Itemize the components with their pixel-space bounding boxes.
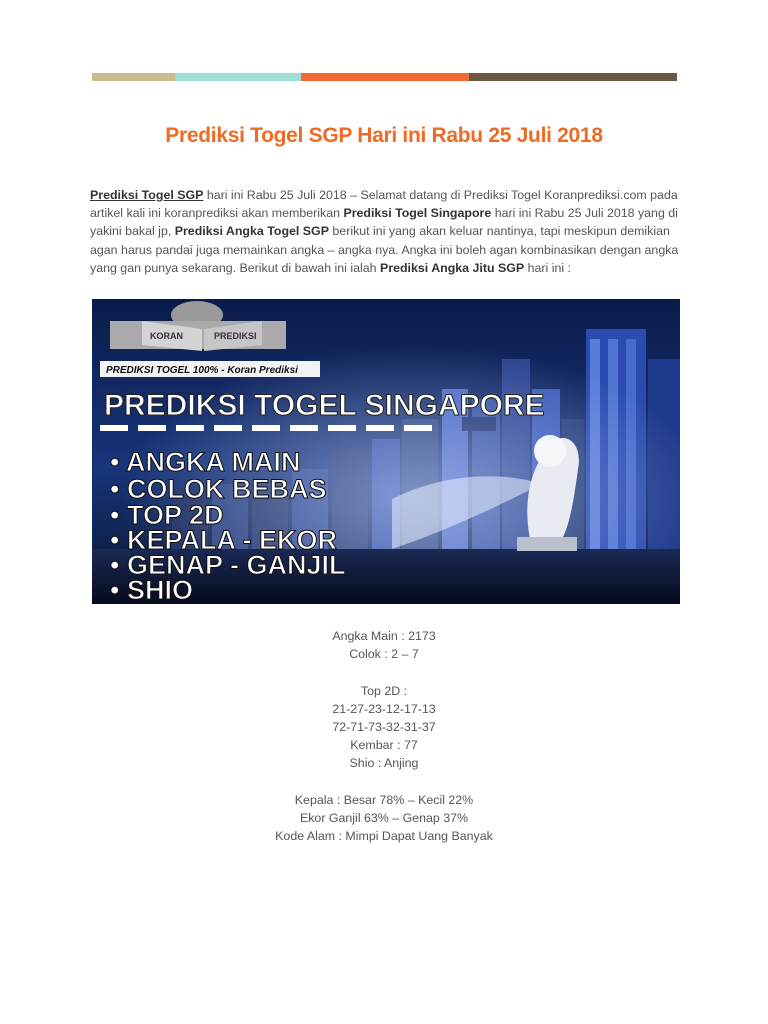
banner-item-4: • KEPALA - EKOR — [110, 525, 337, 555]
intro-paragraph — [90, 186, 680, 277]
kepala: Kepala : Besar 78% – Kecil 22% — [294, 792, 474, 807]
colok: Colok : 2 – 7 — [349, 647, 419, 662]
color-segment-3 — [301, 73, 469, 81]
banner-item-2: • COLOK BEBAS — [110, 474, 327, 504]
banner-item-5: • GENAP - GANJIL — [110, 550, 346, 580]
intro-link[interactable]: Prediksi Togel SGP — [90, 188, 204, 202]
decorative-color-bar — [92, 73, 677, 81]
banner-item-6: • SHIO — [110, 575, 193, 604]
intro-bold-1: Prediksi Togel Singapore — [343, 206, 492, 221]
intro-bold-3: Prediksi Angka Jitu SGP — [380, 260, 525, 275]
logo-right-text: PREDIKSI — [214, 331, 257, 341]
banner-tagline: PREDIKSI TOGEL 100% - Koran Prediksi — [106, 365, 298, 376]
top2d-line-2: 72-71-73-32-31-37 — [332, 720, 436, 734]
top2d-line-1: 21-27-23-12-17-13 — [332, 701, 436, 716]
kode-alam: Kode Alam : Mimpi Dapat Uang Banyak — [275, 829, 493, 844]
angka-main: Angka Main : 2173 — [332, 629, 436, 643]
banner-heading: PREDIKSI TOGEL SINGAPORE — [104, 389, 545, 422]
intro-text-1: hari ini Rabu 25 Juli 2018 – Selamat datang di Prediksi Togel Koranprediksi.com pada artikel kali ini koranprediksi akan memberikan — [90, 188, 678, 221]
intro-text-4: hari ini : — [524, 260, 571, 275]
ekor: Ekor Ganjil 63% – Genap 37% — [299, 811, 469, 825]
banner-image — [92, 299, 680, 604]
color-segment-2 — [175, 73, 301, 81]
prediction-results — [0, 627, 768, 845]
top2d-label: Top 2D : — [360, 683, 408, 698]
color-segment-1 — [92, 73, 175, 81]
logo-left-text: KORAN — [150, 331, 183, 341]
banner-item-3: • TOP 2D — [110, 500, 224, 530]
shio: Shio : Anjing — [349, 756, 419, 771]
intro-text-2: hari ini Rabu 25 Juli 2018 yang di yakini bakal jp, — [90, 206, 678, 239]
page-title: Prediksi Togel SGP Hari ini Rabu 25 Juli 2018 — [165, 124, 603, 147]
intro-text-3: berikut ini yang akan keluar nantinya, tapi meskipun demikian agan harus pandai juga memainkan angka – angka nya. Angka ini boleh agan kombinasikan dengan angka yang gan punya sekarang. Berikut di bawah ini ialah — [90, 224, 679, 275]
dash-separator — [100, 425, 432, 431]
kembar: Kembar : 77 — [350, 738, 418, 753]
color-segment-4 — [469, 73, 677, 81]
intro-bold-2: Prediksi Angka Togel SGP — [174, 224, 329, 239]
banner-item-1: • ANGKA MAIN — [110, 447, 301, 477]
